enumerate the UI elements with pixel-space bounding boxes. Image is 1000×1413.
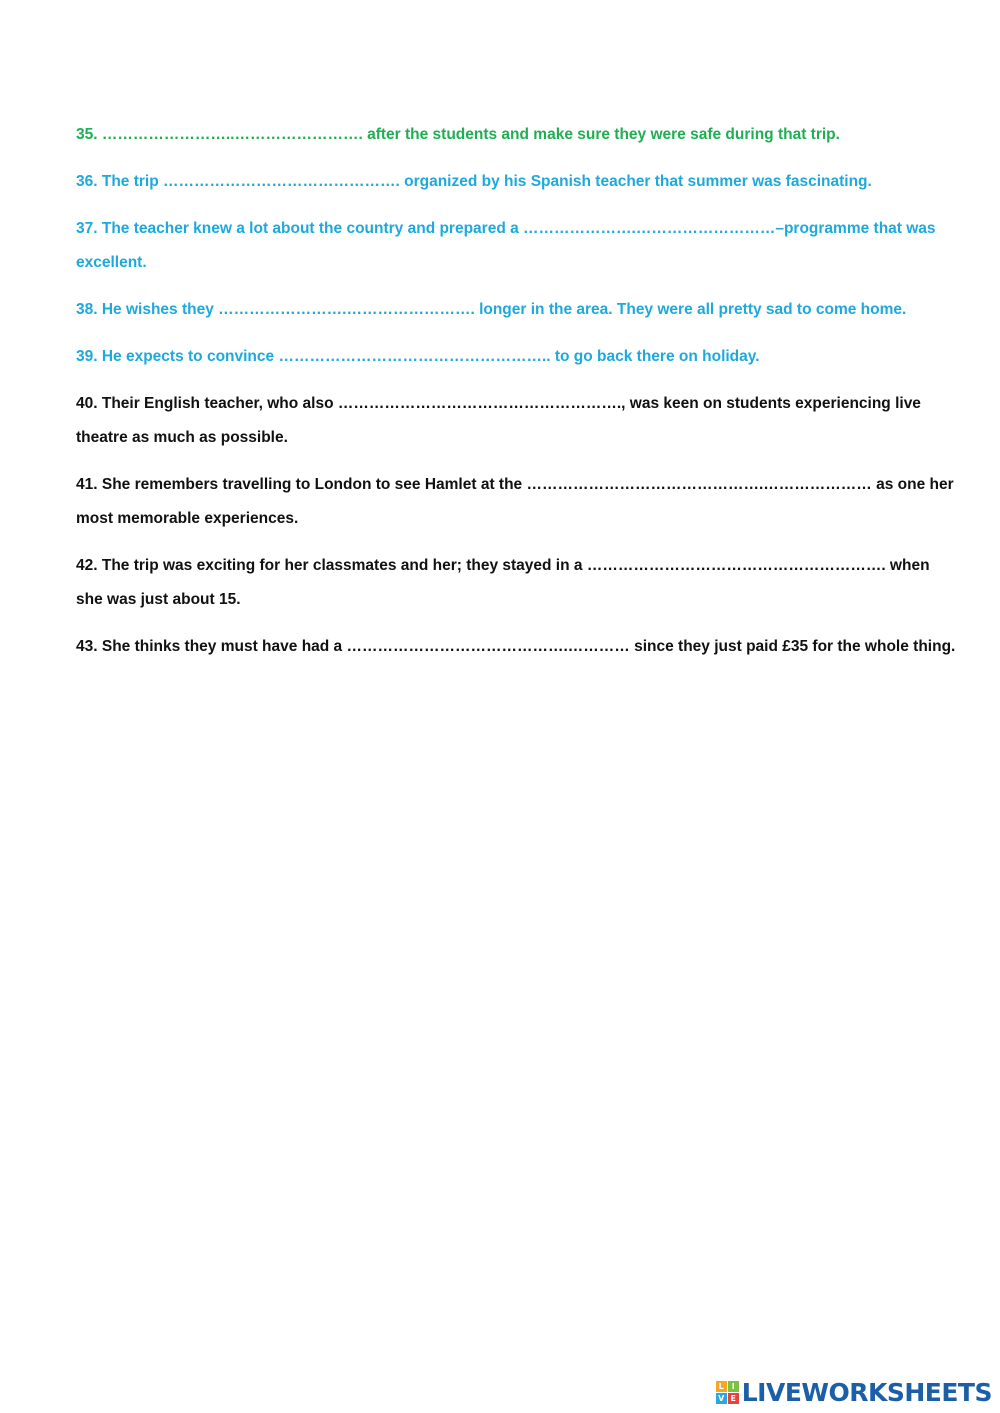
logo-letter: E	[728, 1393, 739, 1404]
question-38: 38. He wishes they …………………….……………………. longer in the area. They were all pretty sad to come home.	[76, 301, 907, 318]
brand-name: LIVEWORKSHEETS	[741, 1378, 992, 1407]
question-41: 41. She remembers travelling to London to see Hamlet at the ……………………………………….………………… as one her most memorable experiences.	[76, 476, 954, 527]
liveworksheets-logo-icon	[716, 1381, 739, 1404]
question-37: 37. The teacher knew a lot about the country and prepared a ………………….………………………–programme that was excellent.	[76, 220, 936, 271]
logo-letter: V	[716, 1393, 727, 1404]
question-36: 36. The trip ………………………………………. organized by his Spanish teacher that summer was fascinating.	[76, 173, 872, 190]
logo-letter: L	[716, 1381, 727, 1392]
worksheet-questions	[76, 118, 956, 677]
logo-letter: I	[728, 1381, 739, 1392]
question-42: 42. The trip was exciting for her classmates and her; they stayed in a …………………………………………………. when she was just about 15.	[76, 557, 930, 608]
question-39: 39. He expects to convince …………………………………………….. to go back there on holiday.	[76, 348, 760, 365]
question-43: 43. She thinks they must have had a …………………………………….………… since they just paid £35 for the whole thing.	[76, 638, 956, 655]
liveworksheets-brand	[716, 1380, 992, 1405]
question-40: 40. Their English teacher, who also ………………………………………………., was keen on students experiencing live theatre as much as possible.	[76, 395, 921, 446]
question-35: 35. ……………………..……………………. after the students and make sure they were safe during that trip.	[76, 126, 840, 143]
